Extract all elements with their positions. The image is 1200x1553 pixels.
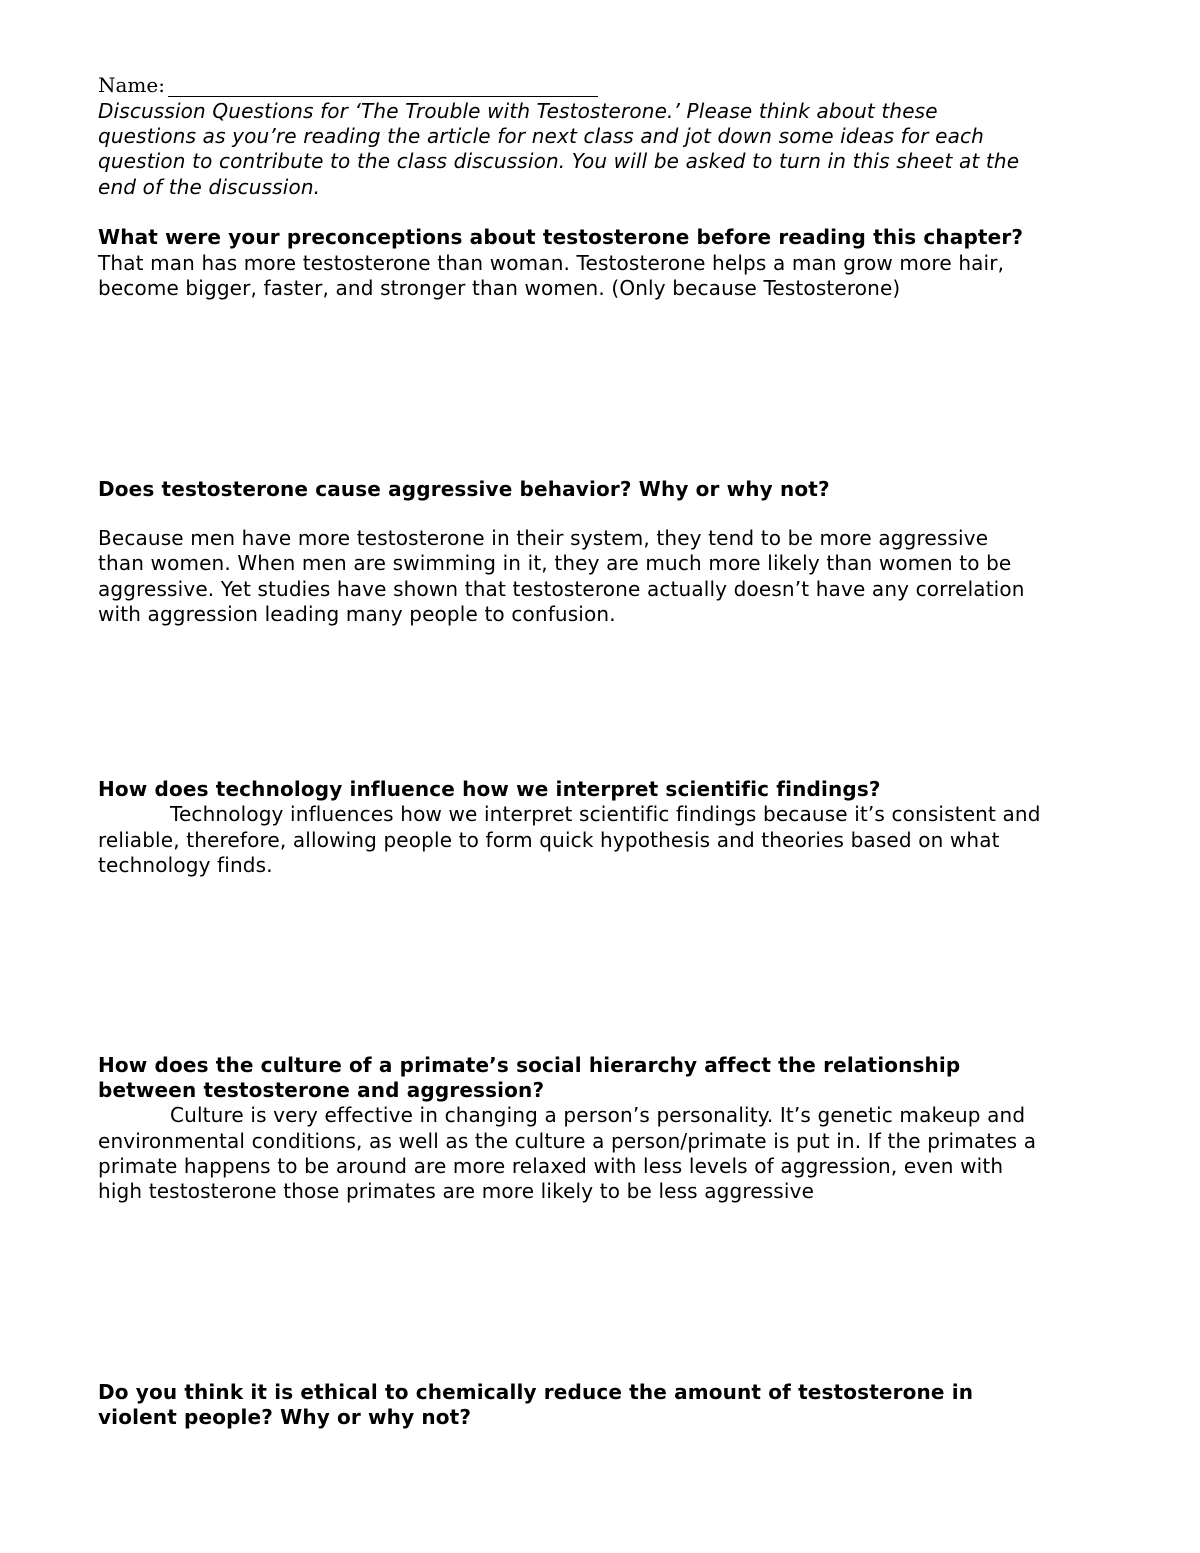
question-1: What were your preconceptions about testosterone before reading this chapter? bbox=[98, 225, 1024, 249]
question-5: Do you think it is ethical to chemically reduce the amount of testosterone in bbox=[98, 1380, 974, 1404]
name-blank-line bbox=[168, 96, 598, 97]
answer-3-line: reliable, therefore, allowing people to form quick hypothesis and theories based on what bbox=[98, 828, 1000, 852]
intro-line: questions as you’re reading the article for next class and jot down some ideas for each bbox=[98, 124, 984, 148]
question-4: between testosterone and aggression? bbox=[98, 1078, 545, 1102]
answer-1-line: become bigger, faster, and stronger than women. (Only because Testosterone) bbox=[98, 276, 901, 300]
answer-4-line: primate happens to be around are more relaxed with less levels of aggression, even with bbox=[98, 1154, 1004, 1178]
answer-4-line: Culture is very effective in changing a person’s personality. It’s genetic makeup and bbox=[170, 1103, 1026, 1127]
answer-3-line: technology finds. bbox=[98, 853, 273, 877]
answer-2-line: than women. When men are swimming in it, they are much more likely than women to be bbox=[98, 551, 1012, 575]
answer-1-line: That man has more testosterone than woman. Testosterone helps a man grow more hair, bbox=[98, 251, 1005, 275]
answer-4-line: high testosterone those primates are more likely to be less aggressive bbox=[98, 1179, 815, 1203]
name-field bbox=[98, 72, 165, 100]
answer-3-line: Technology influences how we interpret scientific findings because it’s consistent and bbox=[170, 802, 1041, 826]
intro-line: question to contribute to the class discussion. You will be asked to turn in this sheet at the bbox=[98, 149, 1020, 173]
answer-2-line: with aggression leading many people to confusion. bbox=[98, 602, 616, 626]
intro-line: Discussion Questions for ‘The Trouble with Testosterone.’ Please think about these bbox=[98, 99, 938, 123]
question-3: How does technology influence how we interpret scientific findings? bbox=[98, 777, 881, 801]
question-5: violent people? Why or why not? bbox=[98, 1405, 472, 1429]
answer-2-line: aggressive. Yet studies have shown that testosterone actually doesn’t have any correlation bbox=[98, 577, 1025, 601]
intro-line: end of the discussion. bbox=[98, 175, 321, 199]
question-4: How does the culture of a primate’s social hierarchy affect the relationship bbox=[98, 1053, 961, 1077]
answer-4-line: environmental conditions, as well as the culture a person/primate is put in. If the primates a bbox=[98, 1129, 1037, 1153]
name-label: Name: bbox=[98, 73, 165, 97]
answer-2-line: Because men have more testosterone in their system, they tend to be more aggressive bbox=[98, 526, 989, 550]
question-2: Does testosterone cause aggressive behavior? Why or why not? bbox=[98, 477, 830, 501]
